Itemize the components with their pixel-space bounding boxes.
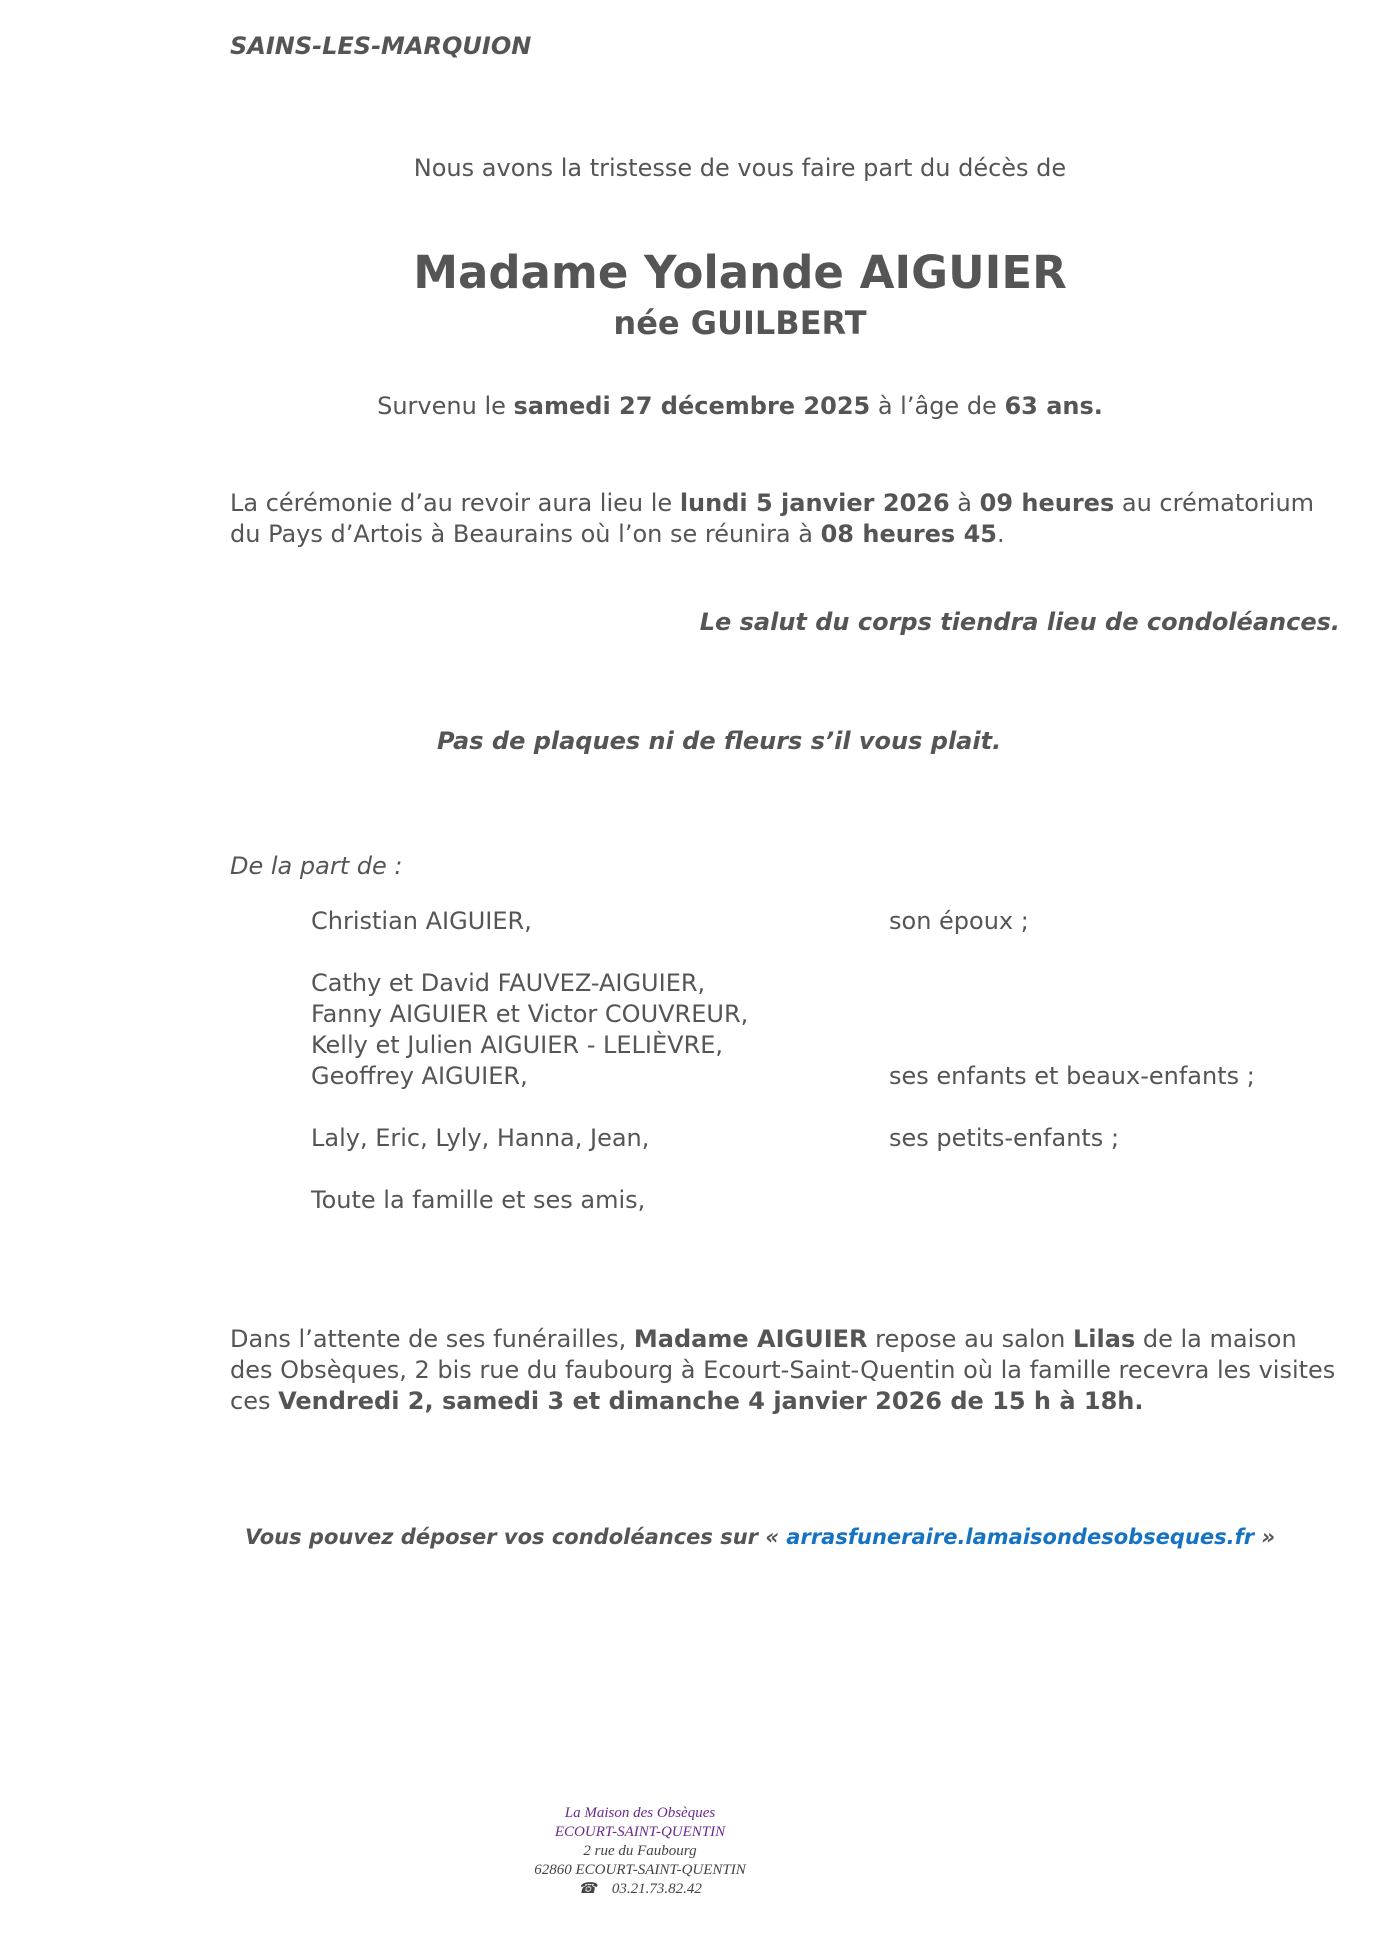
death-age: 63 ans. [1004,392,1103,420]
family-name: Cathy et David FAUVEZ-AIGUIER, [311,969,706,997]
wake-text-3: de la maison des Obsèques, 2 bis rue du faubourg à Ecourt-Saint-Quentin où la famille recevra les visites ces [230,1325,1336,1415]
wake-salon: Lilas [1073,1325,1136,1353]
family-names-spouse [311,906,532,937]
wake-dates: Vendredi 2, samedi 3 et dimanche 4 janvier 2026 de 15 h à 18h. [278,1387,1144,1415]
footer-postal: 62860 ECOURT-SAINT-QUENTIN [534,1862,746,1878]
maiden-name: née GUILBERT [613,304,867,342]
death-prefix: Survenu le [377,392,514,420]
wake-text-2: repose au salon [867,1325,1074,1353]
condolences-link[interactable]: arrasfuneraire.lamaisondesobseques.fr [786,1525,1255,1549]
footer-phone: 03.21.73.82.42 [611,1881,702,1897]
ceremony-meet-time: 08 heures 45 [820,520,997,548]
condolences-text-2: » [1254,1525,1276,1549]
wake-text-1: Dans l’attente de ses funérailles, [230,1325,634,1353]
telephone-icon: ☎ [578,1881,597,1897]
footer-company: La Maison des Obsèques [564,1805,716,1821]
condolences-line [245,1525,1275,1549]
deceased-name: Madame Yolande AIGUIER [413,246,1067,299]
family-role-children: ses enfants et beaux-enfants ; [889,1062,1255,1090]
family-names-grandchildren [311,1123,649,1154]
no-flowers-notice: Pas de plaques ni de fleurs s’il vous plait. [437,727,1002,755]
from-label: De la part de : [230,852,403,880]
footer-phone-line [0,1880,1280,1899]
family-names-others [311,1185,645,1216]
family-name: Toute la famille et ses amis, [311,1186,646,1214]
family-name: Geoffrey AIGUIER, [311,1062,528,1090]
intro-text: Nous avons la tristesse de vous faire part du décès de [413,154,1067,182]
funeral-home-footer [0,1804,1280,1899]
family-role-spouse: son époux ; [889,907,1029,935]
footer-city: ECOURT-SAINT-QUENTIN [554,1824,726,1840]
family-names-children [311,968,748,1092]
family-name: Christian AIGUIER, [311,907,532,935]
condolences-text-1: Vous pouvez déposer vos condoléances sur « [245,1525,787,1549]
ceremony-text-3: au crématorium du Pays d’Artois à Beaurains où l’on se réunira à [230,489,1315,548]
ceremony-time: 09 heures [979,489,1115,517]
ceremony-paragraph [230,488,1340,550]
death-line [0,392,1378,420]
town-heading: SAINS-LES-MARQUION [230,32,532,60]
wake-paragraph [230,1324,1340,1417]
family-role-grandchildren: ses petits-enfants ; [889,1124,1120,1152]
wake-name: Madame AIGUIER [633,1325,868,1353]
ceremony-date: lundi 5 janvier 2026 [679,489,950,517]
ceremony-text-4: . [996,520,1005,548]
family-name: Kelly et Julien AIGUIER - LELIÈVRE, [311,1031,724,1059]
family-name: Fanny AIGUIER et Victor COUVREUR, [311,1000,749,1028]
death-date: samedi 27 décembre 2025 [513,392,871,420]
ceremony-text-1: La cérémonie d’au revoir aura lieu le [230,489,680,517]
footer-street: 2 rue du Faubourg [583,1843,697,1859]
ceremony-text-2: à [949,489,980,517]
family-name: Laly, Eric, Lyly, Hanna, Jean, [311,1124,650,1152]
salut-notice: Le salut du corps tiendra lieu de condoléances. [699,608,1340,636]
death-mid: à l’âge de [870,392,1005,420]
